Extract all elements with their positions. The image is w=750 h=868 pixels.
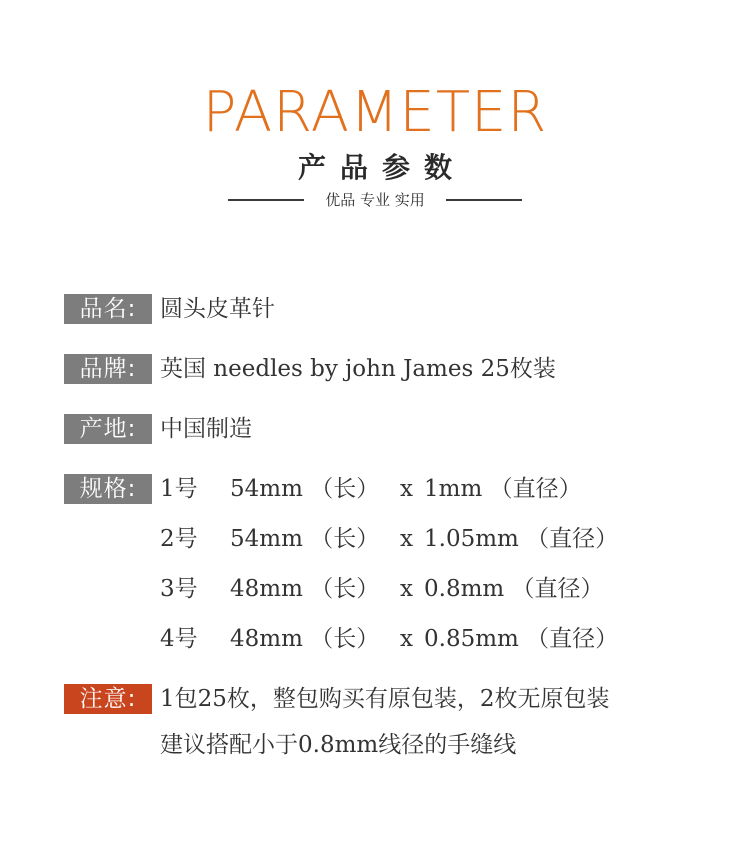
spec-number: 3号: [160, 576, 198, 602]
spec-diameter: 0.85mm （直径）: [424, 626, 619, 652]
param-label-origin: 产地:: [64, 414, 152, 444]
param-label-note: 注意:: [64, 684, 152, 714]
param-row-name: [0, 292, 750, 326]
param-value-origin: 中国制造: [160, 416, 252, 442]
param-value-note-line2: 建议搭配小于0.8mm线径的手缝线: [160, 732, 517, 758]
spec-length: 54mm （长）: [230, 526, 380, 552]
spec-diameter: 1mm （直径）: [424, 476, 582, 502]
param-row-note-cont: [0, 728, 750, 762]
spec-diameter: 1.05mm （直径）: [424, 526, 619, 552]
param-value-brand: 英国 needles by john James 25枚装: [160, 356, 556, 382]
spec-number: 4号: [160, 626, 198, 652]
tagline: 优品 专业 实用: [325, 191, 425, 209]
spec-number: 1号: [160, 476, 198, 502]
spec-times: x: [400, 576, 413, 602]
param-label-name: 品名:: [64, 294, 152, 324]
param-label-brand: 品牌:: [64, 354, 152, 384]
spec-row: [160, 472, 582, 506]
spec-length: 48mm （长）: [230, 626, 380, 652]
param-value-note-line1: 1包25枚，整包购买有原包装，2枚无原包装: [160, 686, 610, 712]
param-label-specs: 规格:: [64, 474, 152, 504]
spec-row: [160, 522, 619, 556]
page-title: PARAMETER: [202, 80, 548, 145]
spec-length: 54mm （长）: [230, 476, 380, 502]
spec-times: x: [400, 626, 413, 652]
param-row-note: [0, 682, 750, 716]
spec-row: [160, 572, 604, 606]
param-row-brand: [0, 352, 750, 386]
right-divider: [446, 199, 522, 201]
page-subtitle: 产品参数: [297, 151, 466, 184]
spec-number: 2号: [160, 526, 198, 552]
spec-length: 48mm （长）: [230, 576, 380, 602]
param-row-origin: [0, 412, 750, 446]
left-divider: [228, 199, 304, 201]
spec-times: x: [400, 476, 413, 502]
spec-times: x: [400, 526, 413, 552]
tagline-row: [228, 189, 522, 211]
param-value-name: 圆头皮革针: [160, 296, 275, 322]
spec-diameter: 0.8mm （直径）: [424, 576, 604, 602]
spec-row: [160, 622, 619, 656]
